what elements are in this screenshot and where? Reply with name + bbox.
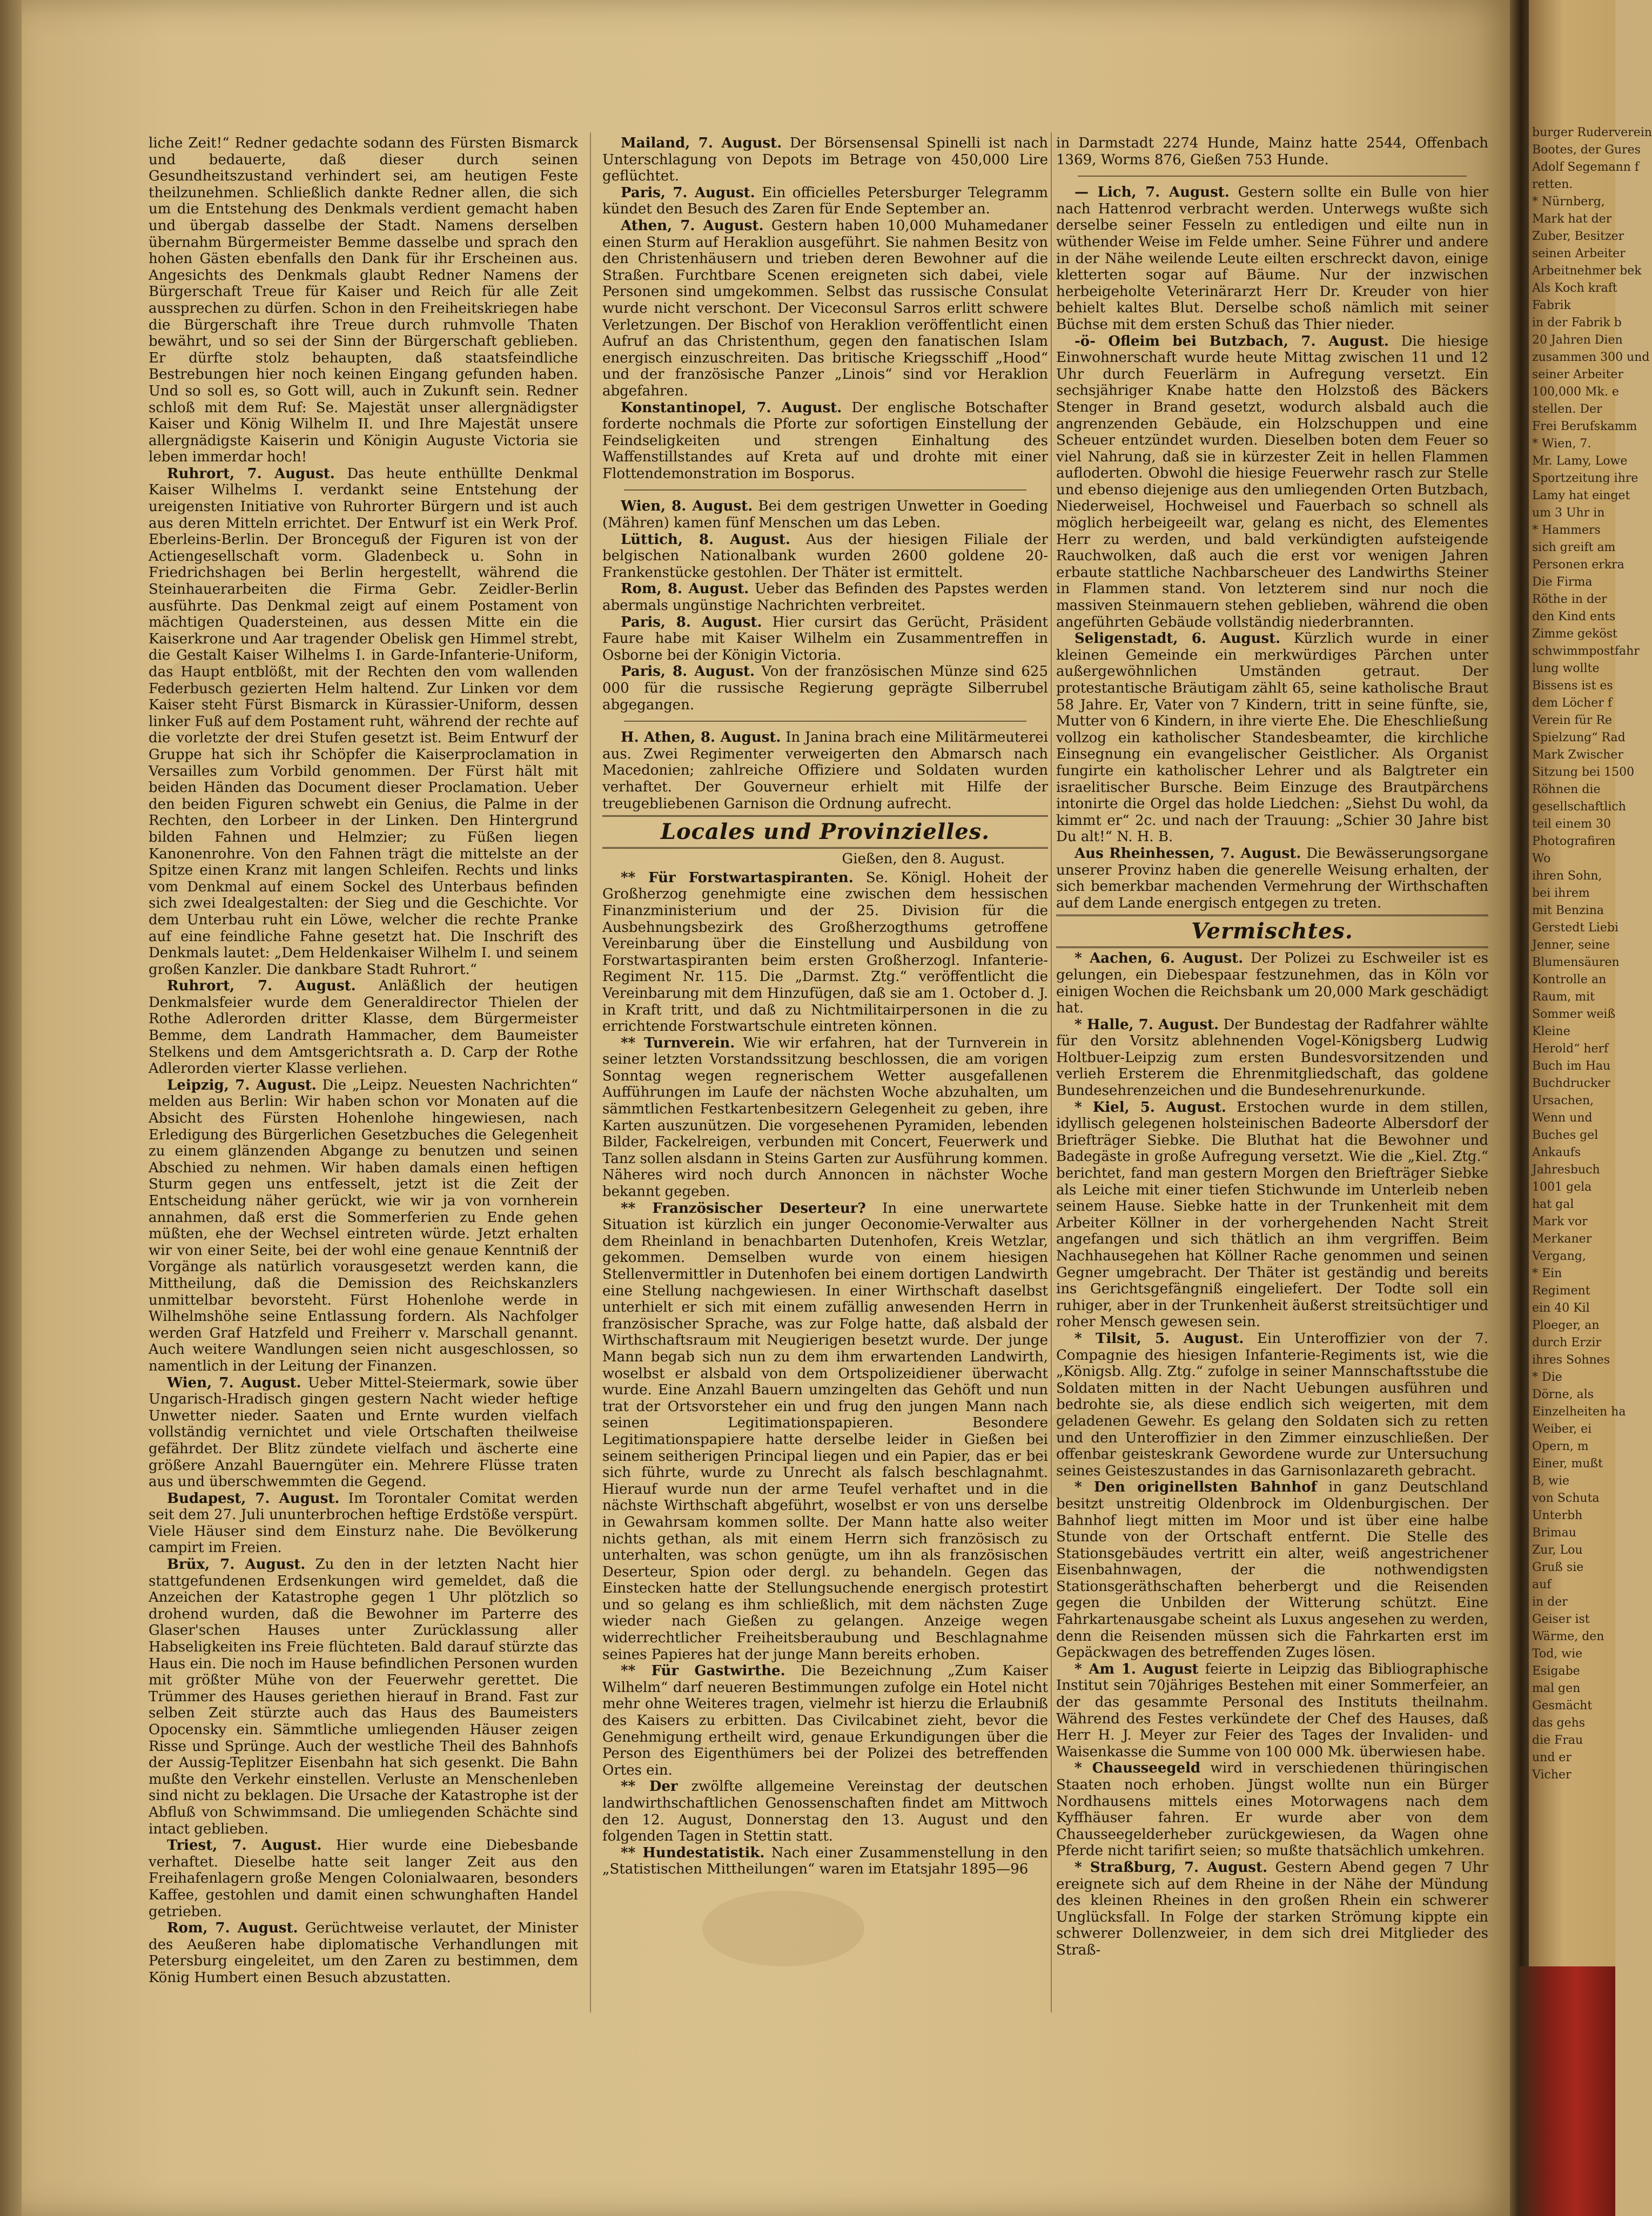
adjacent-page-line: Sommer weiß [1532, 1008, 1616, 1021]
news-article [149, 978, 578, 1077]
article-text: Anläßlich der heutigen Denkmalsfeier wurde dem Generaldirector Thielen der Rothe Adlerorden dritter Klasse, dem Bürgermeister Bemme, dem Landrath Hammacher, dem Baumeister Stelkens und dem Amtsgerichtsrath a. D. Carp der Rothe Adlerorden vierter Klasse verliehen. [149, 978, 578, 1077]
book-gutter [1510, 0, 1532, 2216]
article-text: liche Zeit!“ Redner gedachte sodann des Fürsten Bismarck und bedauerte, daß dieser durch seinen Gesundheitszustand verhindert sei, am heutigen Feste theilzunehmen. Schließlich dankte Redner allen, die sich um die Entstehung des Denkmals verdient gemacht haben und übergab dasselbe der Stadt. Namens derselben übernahm Bürgermeister Bemme dasselbe und sprach den hohen Gästen ebenfalls den Dank für ihr Erscheinen aus. Angesichts des Denkmals glaubt Redner Namens der Bürgerschaft Treue für Kaiser und Reich für alle Zeit aussprechen zu dürfen. Schon in den Freiheitskriegen habe die Bürgerschaft ihre Treue durch ruhmvolle Thaten bewährt, und so sei der Sinn der Bürgerschaft geblieben. Er dürfte stolz behaupten, daß staatsfeindliche Bestrebungen hier noch keinen Eingang gefunden haben. Und so soll es, so Gott will, auch in Zukunft sein. Redner schloß mit dem Ruf: Se. Majestät unser allergnädigster Kaiser und König Wilhelm II. und Ihre Majestät unsere allergnädigste Kaiserin und Königin Auguste Victoria sie leben immerdar hoch! [149, 135, 578, 466]
article-dateline: Ruhrort, 7. August. [167, 978, 356, 995]
adjacent-page-line: 1001 gela [1532, 1180, 1592, 1194]
article-text: Se. Königl. Hoheit der Großherzog genehmigte eine zwischen dem hessischen Finanzministerium und der 25. Division für die Ausbehnungsbezirk des Großherzogthums getroffene Vereinbarung über die Einstellung und Ausbildung von Forstwartaspiranten beim ersten Großherzogl. Infanterie-Regiment Nr. 115. Die „Darmst. Ztg.“ veröffentlicht die Vereinbarung mit dem Hinzufügen, daß sie am 1. October d. J. in Kraft tritt, und daß zu Nichtmilitairpersonen in die zu errichtende Forstwartschule eintreten können. [602, 869, 1048, 1035]
article-text: Erstochen wurde in dem stillen, idyllisch gelegenen holsteinischen Badeorte Albersdorf der Briefträger Siebke. Die Bluthat hat die Bewohner und Badegäste in große Aufregung versetzt. Wie die „Kiel. Ztg.“ berichtet, fand man gestern Morgen den Briefträger Siebke als Leiche mit einer tiefen Stichwunde im Unterleib neben seinem Hause. Siebke hatte in der Trunkenheit mit dem Arbeiter Köllner in der vorhergehenden Nacht Streit angefangen und sich thätlich an ihm vergriffen. Beim Nachhausegehen hat Köllner Rache genommen und seinen Gegner umgebracht. Der Thäter ist geständig und bereits ins Gerichtsgefängniß eingeliefert. Der Todte soll ein ruhiger, aber in der Trunkenheit äußerst streitsüchtiger und roher Mensch gewesen sein. [1056, 1099, 1488, 1331]
adjacent-page-line: dem Löcher f [1532, 696, 1612, 710]
article-dateline: ** Der [621, 1778, 678, 1795]
adjacent-page-line: gesellschaftlich [1532, 800, 1626, 814]
adjacent-page-line: Buchdrucker [1532, 1077, 1610, 1090]
article-text: feierte in Leipzig das Bibliographische Institut sein 70jähriges Bestehen mit einer Sommerfeier, an der das gesammte Personal des Instituts theilnahm. Während des Festes verkündete der Chef des Hauses, daß Herr H. J. Meyer zur Feier des Tages der Invaliden- und Waisenkasse die Summe von 100 000 Mk. überwiesen habe. [1056, 1661, 1489, 1760]
adjacent-page-line: Sportzeitung ihre [1532, 472, 1638, 485]
news-article [602, 1778, 1048, 1844]
article-text: Gerüchtweise verlautet, der Minister des Aeußeren habe diplomatische Verhandlungen mit Petersburg eingeleitet, um den Zaren zu bestimmen, dem König Humbert einen Besuch abzustatten. [149, 1920, 578, 1986]
news-article [1056, 1760, 1488, 1859]
article-dateline: ** Für Gastwirthe. [621, 1663, 785, 1680]
adjacent-page-line: mit Benzina [1532, 904, 1604, 917]
adjacent-page-line: Merkaner [1532, 1232, 1592, 1246]
adjacent-page-line: Bissens ist es [1532, 679, 1613, 693]
article-text: Bei dem gestrigen Unwetter in Goeding (Mähren) kamen fünf Menschen um das Leben. [602, 498, 1048, 532]
adjacent-page-line: Tod, wie [1532, 1647, 1583, 1661]
adjacent-page-line: Jahresbuch [1532, 1163, 1600, 1177]
adjacent-page-line: in der Fabrik b [1532, 316, 1622, 330]
adjacent-page-line: burger Ruderverein [1532, 126, 1652, 139]
column-3-regional-news [1056, 184, 1488, 911]
article-text: Die „Leipz. Neuesten Nachrichten“ melden aus Berlin: Wir haben schon vor Monaten auf die Absicht des Fürsten Hohenlohe hingewiesen, nach Erledigung des Bürgerlichen Gesetzbuches die Gelegenheit zu einem glänzenden Abgange zu benutzen und seinen Abschied zu nehmen. Wir haben damals einen heftigen Sturm gegen uns entfesselt, jetzt ist die Zeit der Entscheidung näher gerückt, wie wir ja von vornherein annahmen, daß erst die Sommerferien zu Ende gehen müßten, ehe der Wechsel eintreten würde. Jetzt erhalten wir von einer Seite, bei der wohl eine genaue Kenntniß der Vorgänge als natürlich vorausgesetzt werden kann, die Mittheilung, daß die Demission des Reichskanzlers unmittelbar bevorsteht. Fürst Hohenlohe werde in Wilhelmshöhe seine Entlassung fordern. Als Nachfolger werden Graf Hatzfeld und Freiherr v. Marschall genannt. Auch weitere Wandlungen seien nicht ausgeschlossen, so namentlich in der Leitung der Finanzen. [149, 1077, 578, 1374]
adjacent-page-line: Kleine [1532, 1025, 1570, 1038]
adjacent-page-line: mal gen [1532, 1682, 1581, 1695]
news-article [1056, 950, 1488, 1016]
adjacent-page-line: Lamy hat einget [1532, 489, 1630, 502]
column-3 [1056, 135, 1488, 1959]
article-text: Der Bundestag der Radfahrer wählte für den Vorsitz ablehnenden Vogel-Königsberg Ludwig Holtbuer-Leipzig zum ersten Bundesvorsitzenden und verlieh Ersterem die Ehrenmitgliedschaft, das goldene Bundesehrenzeichen und die Bundesehrenurkunde. [1056, 1016, 1489, 1099]
article-dateline: * Kiel, 5. August. [1075, 1099, 1226, 1116]
adjacent-page-line: Jenner, seine [1532, 938, 1610, 952]
paper-stain [702, 1891, 864, 1966]
adjacent-page-line: retten. [1532, 178, 1573, 191]
article-text: Wie wir erfahren, hat der Turnverein in seiner letzten Vorstandssitzung beschlossen, die am vorigen Sonntag wegen regnerischem Wetter ausgefallenen Aufführungen im Laufe der nächsten Woche abzuhalten, um sämmtlichen Festkartenbesitzern Gelegenheit zu geben, ihre Karten auszunützen. Die vorgesehenen Pyramiden, lebenden Bilder, Fackelreigen, verbunden mit Concert, Feuerwerk und Tanz sollen alsdann in Steins Garten zur Ausführung kommen. Näheres wird noch durch Annoncen in nächster Woche bekannt gegeben. [602, 1035, 1049, 1200]
article-dateline: Brüx, 7. August. [167, 1556, 306, 1573]
news-article [149, 1920, 578, 1986]
adjacent-page-line: Herold“ herf [1532, 1042, 1609, 1056]
column-rule [590, 132, 591, 2012]
adjacent-page-line: Fabrik [1532, 299, 1571, 312]
article-text: Die hiesige Einwohnerschaft wurde heute Mittag zwischen 11 und 12 Uhr durch Feuerlärm in Aufregung versetzt. Ein sechsjähriger Knabe hatte den Holzstoß des Bäckers Stenger in Brand gesetzt, wodurch alsbald auch die angrenzenden Gebäude, ein Holzschuppen und eine Scheuer entzündet wurden. Dieselben boten dem Feuer so viel Nahrung, daß sie in kürzester Zeit in hellen Flammen aufloderten. Obwohl die hiesige Feuerwehr rasch zur Stelle und ebenso diejenige aus den umliegenden Orten Butzbach, Niederweisel, Hochweisel und Fauerbach so schnell als möglich herbeigeeilt war, gelang es nicht, des Elementes Herr zu werden, und bald verkündigten aufsteigende Rauchwolken, daß auch die erst vor wenigen Jahren erbaute stattliche Nachbarscheuer des Landwirths Steiner in Flammen stand. Von letzterem sind nur noch die massiven Steinmauern stehen geblieben, während die oben angeführten Gebäude vollständig niederbrannten. [1056, 333, 1488, 630]
adjacent-page-line: Ursachen, [1532, 1094, 1594, 1107]
article-dateline: * Chausseegeld [1075, 1760, 1201, 1777]
adjacent-page-line: Als Koch kraft [1532, 281, 1617, 295]
separator-rule [624, 489, 1026, 491]
news-article [602, 400, 1048, 482]
article-dateline: Athen, 7. August. [621, 217, 764, 234]
adjacent-page-line: Weiber, ei [1532, 1422, 1592, 1436]
section-heading-vermischtes: Vermischtes. [1056, 915, 1488, 948]
article-text: Aus der hiesigen Filiale der belgischen Nationalbank wurden 2600 goldene 20-Frankenstücke gestohlen. Der Thäter ist ermittelt. [602, 531, 1049, 581]
adjacent-page-line: schwimmpostfahr [1532, 644, 1640, 658]
article-text: Zu den in der letzten Nacht hier stattgefundenen Erdsenkungen wird gemeldet, daß die Anzeichen der Katastrophe gegen 1 Uhr plötzlich so drohend wurden, daß die Bewohner im Parterre des Glaser'schen Hauses unter Zurücklassung aller Habseligkeiten ins Freie flüchteten. Bald darauf stürzte das Haus ein. Die noch im Hause befindlichen Personen wurden mit größter Mühe von der Feuerwehr gerettet. Die Trümmer des Hauses geriethen hierauf in Brand. Fast zur selben Zeit stürzte auch das Haus des Baumeisters Opocensky ein. Sämmtliche umliegenden Häuser zeigen Risse und Sprünge. Auch der westliche Theil des Bahnhofs der Aussig-Teplitzer Eisenbahn hat sich gesenkt. Die Bahn mußte den Verkehr einstellen. Verluste an Menschenleben sind nicht zu beklagen. Die Ursache der Katastrophe ist der Abfluß von Schwimmsand. Die umliegenden Schächte sind intact geblieben. [149, 1556, 578, 1837]
adjacent-page-line: Vergang, [1532, 1250, 1586, 1263]
column-2-athen-item [602, 729, 1048, 812]
binding-cloth [1518, 1966, 1615, 2216]
adjacent-page-line: bei ihrem [1532, 887, 1590, 900]
adjacent-page-line: Wärme, den [1532, 1630, 1604, 1643]
article-text: Gestern haben 10,000 Muhamedaner einen Sturm auf Heraklion ausgeführt. Sie nahmen Besitz von den Christenhäusern und trieben deren Bewohner auf die Straßen. Furchtbare Scenen ereigneten sich dabei, viele Personen sind umgekommen. Selbst das russische Consulat wurde nicht verschont. Der Viceconsul Sarros erlitt schwere Verletzungen. Der Bischof von Heraklion veröffentlicht einen Aufruf an das Christenthum, gegen den fanatischen Islam energisch einzuschreiten. Das britische Kriegsschiff „Hood“ und der französische Panzer „Linois“ sind vor Heraklion abgefahren. [602, 217, 1048, 399]
adjacent-page-line: Unterbh [1532, 1509, 1583, 1522]
adjacent-page-strip [1529, 0, 1652, 2216]
news-article [1056, 1331, 1488, 1479]
article-text: Der englische Botschafter forderte nochmals die Pforte zur sofortigen Einstellung der Feindseligkeiten und strengen Einhaltung des Waffenstillstandes auf Kreta auf und drohte mit einer Flottendemonstration im Bosporus. [602, 399, 1048, 482]
news-article [1056, 1479, 1488, 1661]
adjacent-page-line: Mark Zwischer [1532, 748, 1623, 762]
column-1 [149, 135, 578, 1986]
adjacent-page-line: Sitzung bei 1500 [1532, 765, 1635, 779]
article-text: Der Börsensensal Spinelli ist nach Unterschlagung von Depots im Betrage von 450,000 Lire geflüchtet. [602, 135, 1048, 185]
news-article [1056, 1017, 1488, 1099]
adjacent-page-line: ihres Sohnes [1532, 1353, 1610, 1367]
article-dateline: Lüttich, 8. August. [621, 531, 790, 548]
adjacent-page-line: und er [1532, 1751, 1572, 1764]
article-text: Nach einer Zusammenstellung in den „Statistischen Mittheilungen“ waren im Etatsjahr 1895—96 [602, 1844, 1048, 1878]
adjacent-page-line: Raum, mit [1532, 990, 1595, 1004]
adjacent-page-line: Wo [1532, 852, 1551, 865]
adjacent-page-line: Ploeger, an [1532, 1319, 1600, 1332]
news-article [602, 135, 1048, 185]
adjacent-page-line: Einer, mußt [1532, 1457, 1603, 1470]
article-text: Ein officielles Petersburger Telegramm kündet den Besuch des Zaren für Ende September an. [602, 184, 1048, 218]
adjacent-page-line: Frei Berufskamm [1532, 420, 1637, 433]
article-dateline: H. Athen, 8. August. [621, 729, 781, 746]
adjacent-page-line: lung wollte [1532, 662, 1600, 675]
adjacent-page-line: Zur, Lou [1532, 1543, 1583, 1557]
article-text: Ein Unteroffizier von der 7. Compagnie des hiesigen Infanterie-Regiments ist, wie die „Königsb. Allg. Ztg.“ zufolge in seiner Mannschaftsstube die Soldaten mitten in der Nacht Uebungen ausführen und bedrohte sie, als diese endlich sich weigerten, mit dem geladenen Gewehr. Es gelang den Soldaten sich zu retten und den Unteroffizier in den Zimmer einzuschließen. Der offenbar geisteskrank Gewordene wurde zur Untersuchung seines Geisteszustandes in das Garnisonlazareth gebracht. [1056, 1330, 1488, 1479]
adjacent-page-line: Opern, m [1532, 1440, 1589, 1453]
article-dateline: * Aachen, 6. August. [1075, 950, 1244, 967]
article-dateline: Rom, 7. August. [167, 1920, 298, 1937]
news-article [602, 614, 1048, 664]
article-text: in ganz Deutschland besitzt unstreitig Oldenbrock im Oldenburgischen. Der Bahnhof liegt mitten im Moor und ist über eine halbe Stunde von der Ortschaft entfernt. Die Stelle des Stationsgebäudes vertritt ein alter, weiß angestrichener Eisenbahnwagen, der die nothwendigsten Stationsgeräthschaften beherbergt und die Reisenden gegen die Unbilden der Witterung schützt. Eine Fahrkartenausgabe scheint als Luxus angesehen zu werden, denn die Reisenden müssen sich die Fahrkarten erst im Gepäckwagen des betreffenden Zuges lösen. [1056, 1479, 1488, 1661]
article-dateline: ** Französischer Deserteur? [621, 1200, 866, 1217]
adjacent-page-line: Dörne, als [1532, 1388, 1594, 1401]
news-article [602, 1200, 1048, 1663]
news-article [1056, 1099, 1488, 1331]
adjacent-page-line: Kontrolle an [1532, 973, 1607, 986]
adjacent-page-line: Geiser ist [1532, 1613, 1590, 1626]
adjacent-page-line: Gerstedt Liebi [1532, 921, 1619, 935]
news-article [149, 1375, 578, 1490]
column-2 [602, 135, 1048, 1878]
adjacent-page-line: Röhnen die [1532, 783, 1601, 796]
adjacent-page-line: durch Erzir [1532, 1336, 1601, 1349]
separator-rule [1078, 176, 1467, 177]
article-text: Gestern Abend gegen 7 Uhr ereignete sich auf dem Rheine in der Nähe der Mündung des kleinen Rheines in den großen Rhein ein schwerer Unglücksfall. In Folge der starken Strömung kippte ein schwerer Dollenzweier, in dem sich drei Mitglieder des Straß- [1056, 1859, 1488, 1958]
news-article [1056, 1661, 1488, 1761]
article-dateline: Paris, 8. August. [621, 663, 755, 680]
adjacent-page-line: in der [1532, 1595, 1568, 1609]
adjacent-page-line: Vicher [1532, 1768, 1572, 1782]
adjacent-page-line: Ankaufs [1532, 1146, 1581, 1159]
article-text: Ueber Mittel-Steiermark, sowie über Ungarisch-Hradisch gingen gestern Nacht wieder heftige Unwetter nieder. Saaten und Ernte wurden vielfach vollständig vernichtet und viele Ortschaften theilweise gefährdet. Der Blitz zündete vielfach und äscherte eine größere Anzahl Bauerngüter ein. Mehrere Flüsse traten aus und überschwemmten die Gegend. [149, 1374, 578, 1490]
adjacent-page-line: * Hammers [1532, 523, 1601, 537]
article-dateline: ** Für Forstwartaspiranten. [621, 869, 854, 886]
adjacent-page-line: Arbeitnehmer bek [1532, 264, 1642, 278]
news-article [602, 218, 1048, 400]
column-rule [1051, 132, 1052, 2012]
news-article [1056, 630, 1488, 845]
adjacent-page-line: Esigabe [1532, 1664, 1580, 1678]
separator-rule [624, 721, 1026, 722]
adjacent-page-line: * Nürnberg, [1532, 195, 1605, 209]
adjacent-page-line: * Ein [1532, 1267, 1562, 1280]
article-text: Der Polizei zu Eschweiler ist es gelungen, ein Diebespaar festzunehmen, das in Köln vor einigen Wochen die Reichsbank um 20,000 Mark geschädigt hat. [1056, 950, 1489, 1017]
news-article [602, 1845, 1048, 1878]
column-3-continuation: in Darmstadt 2274 Hunde, Mainz hatte 2544, Offenbach 1369, Worms 876, Gießen 753 Hunde. [1056, 135, 1488, 168]
column-2-top-news [602, 135, 1048, 482]
adjacent-page-line: den Kind ents [1532, 610, 1616, 623]
adjacent-page-line: die Frau [1532, 1734, 1583, 1747]
adjacent-page-line: Bootes, der Gures [1532, 143, 1641, 157]
adjacent-page-line: Wenn und [1532, 1111, 1593, 1125]
adjacent-page-line: sich greift am [1532, 541, 1616, 554]
adjacent-page-line: um 3 Uhr in [1532, 506, 1605, 520]
article-dateline: * Tilsit, 5. August. [1075, 1330, 1244, 1347]
adjacent-page-line: Adolf Segemann f [1532, 160, 1640, 174]
section-heading-locales: Locales und Provinzielles. [602, 815, 1048, 849]
adjacent-page-line: Blumensäuren [1532, 956, 1620, 969]
news-article [149, 1077, 578, 1375]
adjacent-page-line: Photografiren [1532, 835, 1616, 848]
article-text: Hier cursirt das Gerücht, Präsident Faure habe mit Kaiser Wilhelm ein Zusammentreffen in Osborne bei der Königin Victoria. [602, 614, 1049, 663]
adjacent-page-line: Zimme geköst [1532, 627, 1617, 641]
adjacent-page-line: Einzelheiten ha [1532, 1405, 1626, 1419]
news-article [602, 532, 1048, 581]
article-dateline: Konstantinopel, 7. August. [621, 399, 842, 416]
adjacent-page-line: B, wie [1532, 1474, 1570, 1488]
article-text: Die Bewässerungsorgane unserer Provinz haben die generelle Weisung erhalten, der sich bemerkbar machenden Vermehrung der Wirthschaften auf dem Lande energisch entgegen zu treten. [1056, 845, 1489, 911]
article-text: In eine unerwartete Situation ist kürzlich ein junger Oeconomie-Verwalter aus dem Rheinland in benachbarten Dutenhofen, Kreis Wetzlar, gekommen. Demselben wurde von einem hiesigen Stellenvermittler in Dutenhofen bei einem dortigen Landwirth eine Stellung nachgewiesen. In einer Wirthschaft daselbst unterhielt er sich mit einem zufällig anwesenden Herrn in französischer Sprache, was zur Folge hatte, daß alsbald der Wirthschaftsraum mit Neugierigen besetzt wurde. Der junge Mann begab sich nun zu dem ihm erwartenden Landwirth, woselbst er alsbald von dem Ortspolizeidiener überwacht wurde. Eine Anzahl Bauern umzingelten das Gehöft und nun trat der Ortsvorsteher ein und frug den jungen Mann nach seinen Legitimationspapieren. Besondere Legitimationspapiere hatte derselbe leider in Gießen bei seinem seitherigen Principal liegen und ein Papier, das er bei sich führte, wurde zu Unrecht als falsch beschlagnahmt. Hierauf wurde nun der arme Teufel verhaftet und in die nächste Wirthschaft abgeführt, woselbst er von uns derselbe in Gewahrsam kommen sollte. Der Mann hatte also weiter nichts gethan, als mit einem Herrn sich französisch zu unterhalten, was schon genügte, um ihn als französischen Deserteur, Spion oder dergl. zu behandeln. Gegen das Einstecken hatte der Stellungsuchende energisch protestirt und so gelang es ihm schließlich, mit dem nächsten Zuge wieder nach Gießen zu gelangen. Anzeige wegen widerrechtlicher Freiheitsberaubung und Beschlagnahme seines Papieres hat der junge Mann bereits erhoben. [602, 1200, 1049, 1663]
news-article [149, 1490, 578, 1556]
news-article [1056, 1859, 1488, 1959]
news-article [149, 1837, 578, 1920]
article-dateline: ** Hundestatistik. [621, 1844, 765, 1861]
adjacent-page-line: auf [1532, 1578, 1552, 1592]
article-dateline: Budapest, 7. August. [167, 1490, 340, 1507]
article-text: Hier wurde eine Diebesbande verhaftet. Dieselbe hatte seit langer Zeit aus den Freihafenlagern große Mengen Colonialwaaren, besonders Kaffee, gestohlen und damit einen schwunghaften Handel getrieben. [149, 1837, 579, 1920]
column-2-telegrams [602, 498, 1048, 713]
news-article [1056, 333, 1488, 631]
news-article [149, 1556, 578, 1837]
news-article [602, 185, 1048, 218]
adjacent-page-line: stellen. Der [1532, 402, 1602, 416]
news-article [149, 135, 578, 466]
article-text: Ueber das Befinden des Papstes werden abermals ungünstige Nachrichten verbreitet. [602, 581, 1048, 614]
adjacent-page-line: * Die [1532, 1371, 1562, 1384]
news-article [602, 498, 1048, 531]
article-dateline: Paris, 8. August. [621, 614, 762, 630]
adjacent-page-line: Brimau [1532, 1526, 1576, 1540]
adjacent-page-line: Gesmächt [1532, 1699, 1593, 1713]
article-text: Von der französischen Münze sind 625 000 für die russische Regierung geprägte Silberrubel abgegangen. [602, 663, 1048, 713]
adjacent-page-line: Die Firma [1532, 575, 1593, 589]
news-article [1056, 845, 1488, 911]
adjacent-page-line: 20 Jahren Dien [1532, 333, 1623, 347]
adjacent-page-line: Röthe in der [1532, 593, 1607, 606]
article-dateline: Leipzig, 7. August. [167, 1077, 317, 1093]
adjacent-page-line: das gehs [1532, 1716, 1586, 1730]
article-text: Im Torontaler Comitat werden seit dem 27. Juli ununterbrochen heftige Erdstöße verspürt. Viele Häuser sind dem Einsturz nahe. Die Bevölkerung campirt im Freien. [149, 1490, 578, 1556]
adjacent-page-line: Zuber, Besitzer [1532, 230, 1624, 243]
article-dateline: Wien, 7. August. [167, 1374, 301, 1391]
adjacent-page-line: Buches gel [1532, 1129, 1599, 1142]
article-dateline: — Lich, 7. August. [1075, 184, 1230, 201]
locales-place-date: Gießen, den 8. August. [842, 851, 1005, 868]
news-article [602, 870, 1048, 1035]
news-article [1056, 184, 1488, 333]
article-text: In Janina brach eine Militärmeuterei aus. Zwei Regimenter verweigerten den Abmarsch nach Macedonien; zahlreiche Offiziere und Soldaten wurden verhaftet. Der Gouverneur erhielt mit Hilfe der treugebliebenen Garnison die Ordnung aufrecht. [602, 729, 1049, 812]
adjacent-page-line: Verein für Re [1532, 714, 1613, 727]
article-dateline: -ö- Ofleim bei Butzbach, 7. August. [1075, 333, 1389, 350]
news-article [602, 663, 1048, 713]
article-dateline: Seligenstadt, 6. August. [1075, 630, 1281, 647]
adjacent-page-line: Personen erkra [1532, 558, 1624, 572]
article-dateline: Triest, 7. August. [167, 1837, 322, 1854]
article-dateline: Mailand, 7. August. [621, 135, 782, 151]
article-dateline: Ruhrort, 7. August. [167, 465, 335, 482]
article-dateline: * Den originellsten Bahnhof [1075, 1479, 1317, 1496]
adjacent-page-line: zusammen 300 und [1532, 351, 1650, 364]
adjacent-page-line: Mr. Lamy, Lowe [1532, 454, 1628, 468]
article-dateline: * Am 1. August [1075, 1661, 1199, 1677]
article-dateline: Rom, 8. August. [621, 581, 749, 597]
article-text: Gestern sollte ein Bulle von hier nach Hattenrod verbracht werden. Unterwegs wußte sich derselbe seiner Fesseln zu entledigen und eilte nun in wüthender Weise im Felde umher. Seine Führer und andere in der Nähe weilende Leute eilten erschreckt davon, einige kletterten sogar auf Bäume. Nur der inzwischen herbeigeholte Veterinärarzt Herr Dr. Kreuder von hier behielt kaltes Blut. Derselbe schoß nämlich mit seiner Büchse mit dem ersten Schuß das Thier nieder. [1056, 184, 1489, 333]
news-article [149, 466, 578, 978]
adjacent-page-line: Regiment [1532, 1284, 1590, 1298]
article-dateline: ** Turnverein. [621, 1035, 735, 1051]
adjacent-page-line: Buch im Hau [1532, 1059, 1611, 1073]
vermischtes-articles [1056, 950, 1488, 1958]
adjacent-page-line: Spielzung“ Rad [1532, 731, 1626, 744]
news-article [602, 1663, 1048, 1778]
article-dateline: Wien, 8. August. [621, 498, 753, 515]
article-text: Kürzlich wurde in einer kleinen Gemeinde ein merkwürdiges Pärchen unter außergewöhnlichen Umständen getraut. Der protestantische Bräutigam zählt 65, seine katholische Braut 58 Jahre. Er, Vater von 7 Kindern, tritt in seine fünfte, sie, Mutter von 6 Kindern, in ihre vierte Ehe. Die Eheschließung vollzog ein katholischer Standesbeamter, die kirchliche Einsegnung ein evangelischer Geistlicher. Als Organist fungirte ein katholischer Lehrer und als Balgtreter ein israelitischer Bursche. Beim Einzuge des Brautpärchens intonirte die Orgel das holde Liedchen: „Siehst Du wohl, da kimmt er“ 2c. und nach der Trauung: „Schier 30 Jahre bist Du alt!“ N. H. B. [1056, 630, 1488, 845]
article-dateline: Paris, 7. August. [621, 184, 755, 201]
adjacent-page-line: ihren Sohn, [1532, 869, 1602, 883]
locales-articles [602, 870, 1048, 1878]
article-text: Das heute enthüllte Denkmal Kaiser Wilhelms I. verdankt seine Entstehung der ureigensten Initiative von Ruhrorter Bürgern und ist auch aus deren Mitteln errichtet. Der Entwurf ist ein Werk Prof. Eberleins-Berlin. Der Bronceguß der Figuren ist von der Actiengesellschaft vorm. Gladenbeck u. Sohn in Friedrichshagen bei Berlin hergestellt, während die Steinhauerarbeiten die Firma Gebr. Zeidler-Berlin ausführte. Das Denkmal zeigt auf einem Postament von mächtigen Quadersteinen, aus dessen Mitte ein die Kaiserkrone und Aar tragender Obelisk gen Himmel strebt, die Gestalt Kaiser Wilhelms I. in Garde-Infanterie-Uniform, das Haupt entblößt, mit der Rechten den vom wallenden Federbusch gezierten Helm haltend. Zur Linken vor dem Kaiser steht Fürst Bismarck in Kürassier-Uniform, dessen linker Fuß auf dem Postament ruht, während der rechte auf die vorletzte der drei Stufen gesetzt ist. Beim Entwurf der Gruppe hat sich ihr Schöpfer die Kaiserproclamation in Versailles zum Vorbild genommen. Der Fürst hält mit beiden Händen das Document dieser Proclamation. Ueber den beiden Figuren schwebt ein Genius, die Palme in der Rechten, den Lorbeer in der Linken. Den Hintergrund bilden Fahnen und Helmzier; zu Füßen liegen Kanonenrohre. Von den Fahnen trägt die mittelste an der Spitze einen Kranz mit langen Schleifen. Rechts und links vom Denkmal auf einem Sockel des Unterbaus befinden sich zwei Idealgestalten: der Sieg und die Geschichte. Vor dem Unterbau ruht ein Löwe, welcher die rechte Pranke auf eine feindliche Fahne gesetzt hat. Die Inschrift des Denkmals lautet: „Dem Heldenkaiser Wilhelm I. und seinem großen Kanzler. Die dankbare Stadt Ruhrort.“ [149, 465, 578, 978]
article-dateline: * Halle, 7. August. [1075, 1016, 1219, 1033]
adjacent-page-line: Gruß sie [1532, 1561, 1584, 1574]
news-article [602, 1035, 1048, 1200]
adjacent-page-line: Mark hat der [1532, 212, 1612, 226]
adjacent-page-line: * Wien, 7. [1532, 437, 1591, 451]
article-text: Die Bezeichnung „Zum Kaiser Wilhelm“ darf neueren Bestimmungen zufolge ein Hotel nicht mehr ohne Weiteres tragen, vielmehr ist hierzu die Erlaubniß des Kaisers zu erbitten. Das Civilcabinet zieht, bevor die Genehmigung ertheilt wird, genaue Erkundigungen über die Person des Eigenthümers bei der Polizei des betreffenden Ortes ein. [602, 1663, 1049, 1778]
adjacent-page-line: von Schuta [1532, 1492, 1600, 1505]
adjacent-page-line: hat gal [1532, 1198, 1574, 1211]
article-dateline: * Straßburg, 7. August. [1075, 1859, 1268, 1876]
article-text: zwölfte allgemeine Vereinstag der deutschen landwirthschaftlichen Genossenschaften findet am Mittwoch den 12. August, Donnerstag den 13. August und den folgenden Tagen in Stettin statt. [602, 1778, 1048, 1845]
article-dateline: Aus Rheinhessen, 7. August. [1075, 845, 1301, 862]
adjacent-page-line: teil einem 30 [1532, 817, 1611, 831]
article-text: wird in verschiedenen thüringischen Staaten noch erhoben. Jüngst wollte nun ein Bürger Nordhausens mittels eines Motorwagens nach dem Kyffhäuser fahren. Er wurde aber von dem Chausseegelderheber zurückgewiesen, da Wagen ohne Pferde nicht tarifirt seien; so mußte thatsächlich umkehren. [1056, 1760, 1488, 1859]
adjacent-page-line: Mark vor [1532, 1215, 1588, 1228]
news-article [602, 729, 1048, 812]
news-article [602, 581, 1048, 614]
adjacent-page-line: seinen Arbeiter [1532, 247, 1626, 260]
adjacent-page-line: 100,000 Mk. e [1532, 385, 1619, 399]
adjacent-page-line: ein 40 Kil [1532, 1301, 1590, 1315]
adjacent-page-line: seiner Arbeiter [1532, 368, 1623, 381]
